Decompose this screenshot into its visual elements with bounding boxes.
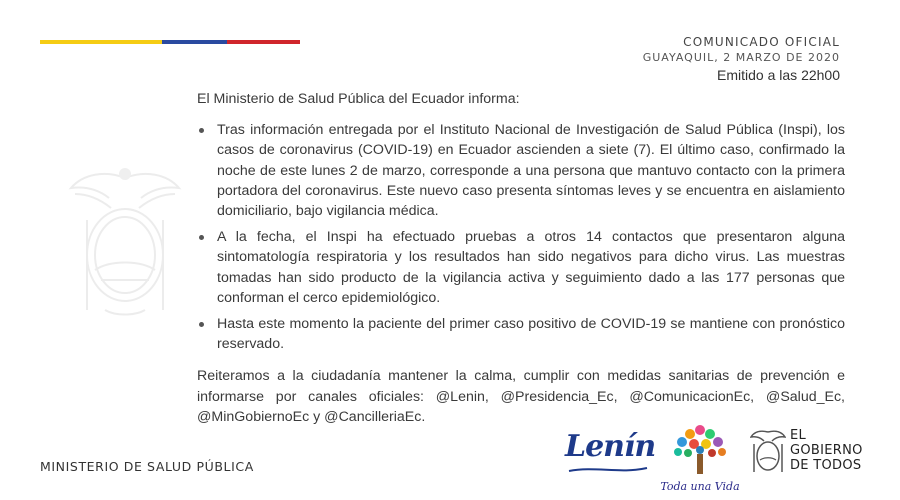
document-title: COMUNICADO OFICIAL bbox=[683, 35, 840, 49]
government-line-2: GOBIERNO bbox=[790, 443, 863, 458]
list-item bbox=[197, 227, 845, 308]
closing-paragraph: Reiteramos a la ciudadanía mantener la calma, cumplir con medidas sanitarias de prevención e informarse por canales oficiales: @Lenin, @Presidencia_Ec, @ComunicacionEc, @Salud_Ec, @MinGobiernoEc y @CancilleriaEc. bbox=[197, 368, 845, 425]
government-seal-icon bbox=[750, 428, 786, 474]
lenin-logo bbox=[565, 429, 656, 472]
government-logo-text bbox=[790, 428, 863, 473]
tree-of-life-icon bbox=[660, 420, 740, 478]
lenin-logo-text: Lenín bbox=[565, 429, 656, 464]
ecuador-flag-stripe bbox=[40, 40, 300, 44]
bullet-dot-icon bbox=[199, 322, 204, 327]
government-line-1: EL bbox=[790, 428, 807, 443]
document-issue-time: Emitido a las 22h00 bbox=[717, 67, 840, 83]
bullet-dot-icon bbox=[199, 235, 204, 240]
ecuador-coat-of-arms-icon bbox=[65, 160, 185, 320]
tree-logo-caption: Toda una Vida bbox=[660, 480, 740, 493]
bullet-text: Tras información entregada por el Instituto Nacional de Investigación de Salud Pública (Inspi), los casos de coronavirus (COVID-19) en Ecuador ascienden a siete (7). El último caso, confirmado la noche de este lunes 2 de marzo, corresponde a una persona que mantuvo contacto con la primera portadora del coronavirus. Este nuevo caso presenta síntomas leves y se encuentra en aislamiento domiciliario, bajo vigilancia médica. bbox=[217, 122, 845, 220]
flag-red-band bbox=[227, 40, 300, 44]
government-line-3: DE TODOS bbox=[790, 458, 862, 473]
document-place-date: GUAYAQUIL, 2 MARZO DE 2020 bbox=[642, 51, 840, 64]
document-header bbox=[643, 35, 840, 85]
flag-blue-band bbox=[162, 40, 227, 44]
document-body bbox=[197, 89, 845, 427]
bullet-dot-icon bbox=[199, 128, 204, 133]
bullet-text: Hasta este momento la paciente del primer caso positivo de COVID-19 se mantiene con pronóstico reservado. bbox=[217, 316, 845, 353]
bullet-list bbox=[197, 120, 845, 354]
lenin-underline-icon bbox=[565, 465, 650, 475]
list-item bbox=[197, 314, 845, 354]
bullet-text: A la fecha, el Inspi ha efectuado pruebas a otros 14 contactos que presentaron alguna sintomatología respiratoria y los resultados han sido negativos para dicho virus. Las muestras tomadas han sido producto de la vigilancia activa y seguimiento dado a las 177 personas que conforman el cerco epidemiológico. bbox=[217, 229, 845, 306]
toda-una-vida-logo bbox=[660, 420, 740, 495]
ministry-name: MINISTERIO DE SALUD PÚBLICA bbox=[40, 459, 254, 474]
list-item bbox=[197, 120, 845, 221]
gobierno-de-todos-logo bbox=[750, 428, 870, 478]
intro-paragraph: El Ministerio de Salud Pública del Ecuador informa: bbox=[197, 91, 520, 107]
flag-yellow-band bbox=[40, 40, 162, 44]
